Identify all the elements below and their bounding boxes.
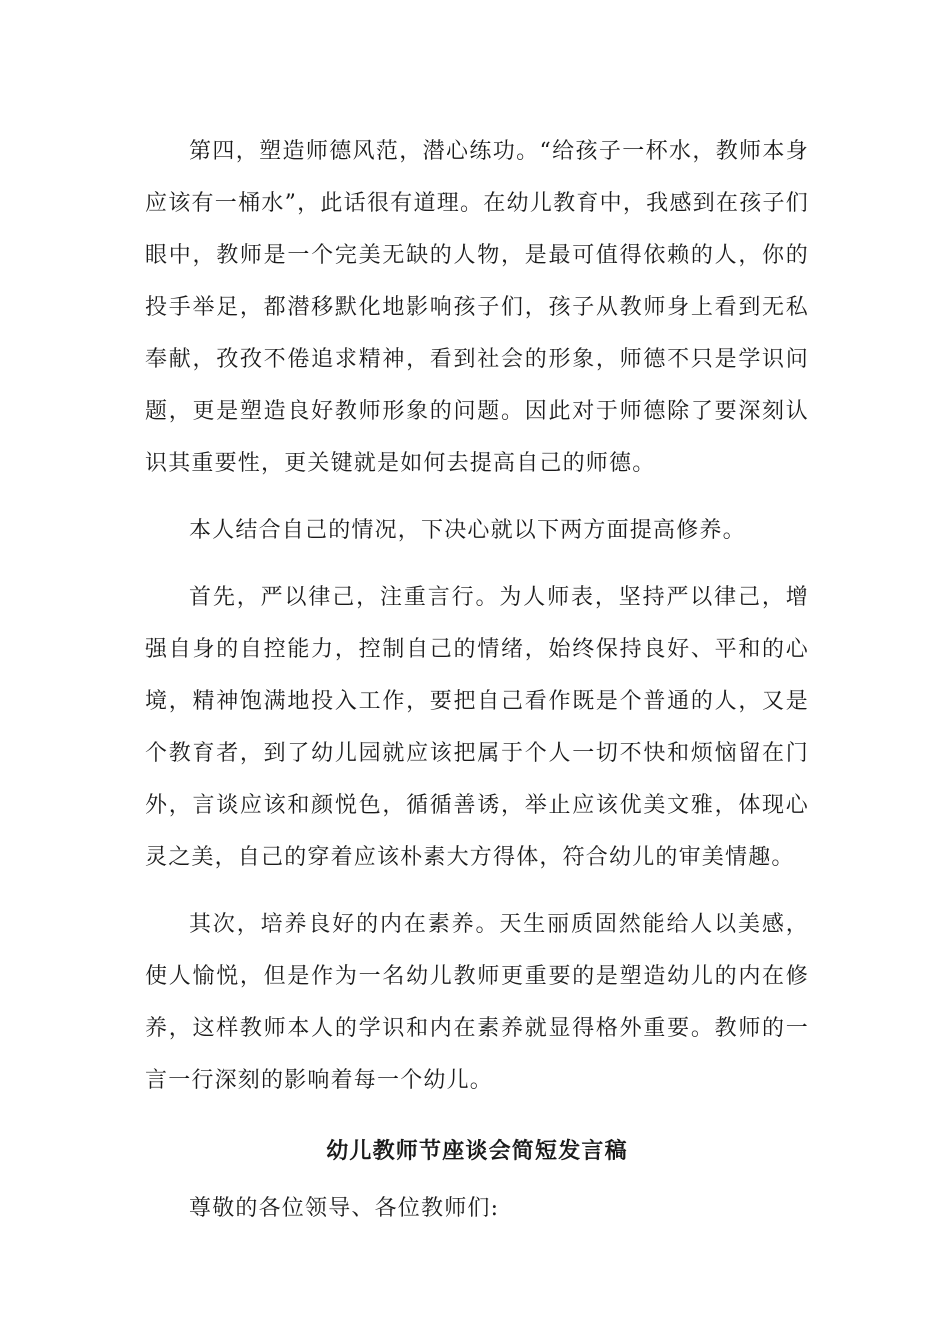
document-body xyxy=(145,126,809,1235)
paragraph-teacher-ethics: 第四，塑造师德风范，潜心练功。“给孩子一杯水，教师本身应该有一桶水”，此话很有道理。在幼儿教育中，我感到在孩子们眼中，教师是一个完美无缺的人物，是最可值得依赖的人，你的投手举足，都潜移默化地影响孩子们，孩子从教师身上看到无私奉献，孜孜不倦追求精神，看到社会的形象，师德不只是学识问题，更是塑造良好教师形象的问题。因此对于师德除了要深刻认识其重要性，更关键就是如何去提高自己的师德。 xyxy=(145,139,809,476)
salutation: 尊敬的各位领导、各位教师们: xyxy=(189,1196,500,1221)
paragraph-self-improvement: 本人结合自己的情况，下决心就以下两方面提高修养。 xyxy=(189,518,746,543)
paragraph-inner-quality: 其次，培养良好的内在素养。天生丽质固然能给人以美感，使人愉悦，但是作为一名幼儿教师更重要的是塑造幼儿的内在修养，这样教师本人的学识和内在素养就显得格外重要。教师的一言一行深刻的影响着每一个幼儿。 xyxy=(145,912,809,1093)
paragraph-self-discipline: 首先，严以律己，注重言行。为人师表，坚持严以律己，增强自身的自控能力，控制自己的情绪，始终保持良好、平和的心境，精神饱满地投入工作，要把自己看作既是个普通的人，又是个教育者，到了幼儿园就应该把属于个人一切不快和烦恼留在门外，言谈应该和颜悦色，循循善诱，举止应该优美文雅，体现心灵之美，自己的穿着应该朴素大方得体，符合幼儿的审美情趣。 xyxy=(145,585,809,870)
section-title: 幼儿教师节座谈会简短发言稿 xyxy=(326,1138,628,1164)
